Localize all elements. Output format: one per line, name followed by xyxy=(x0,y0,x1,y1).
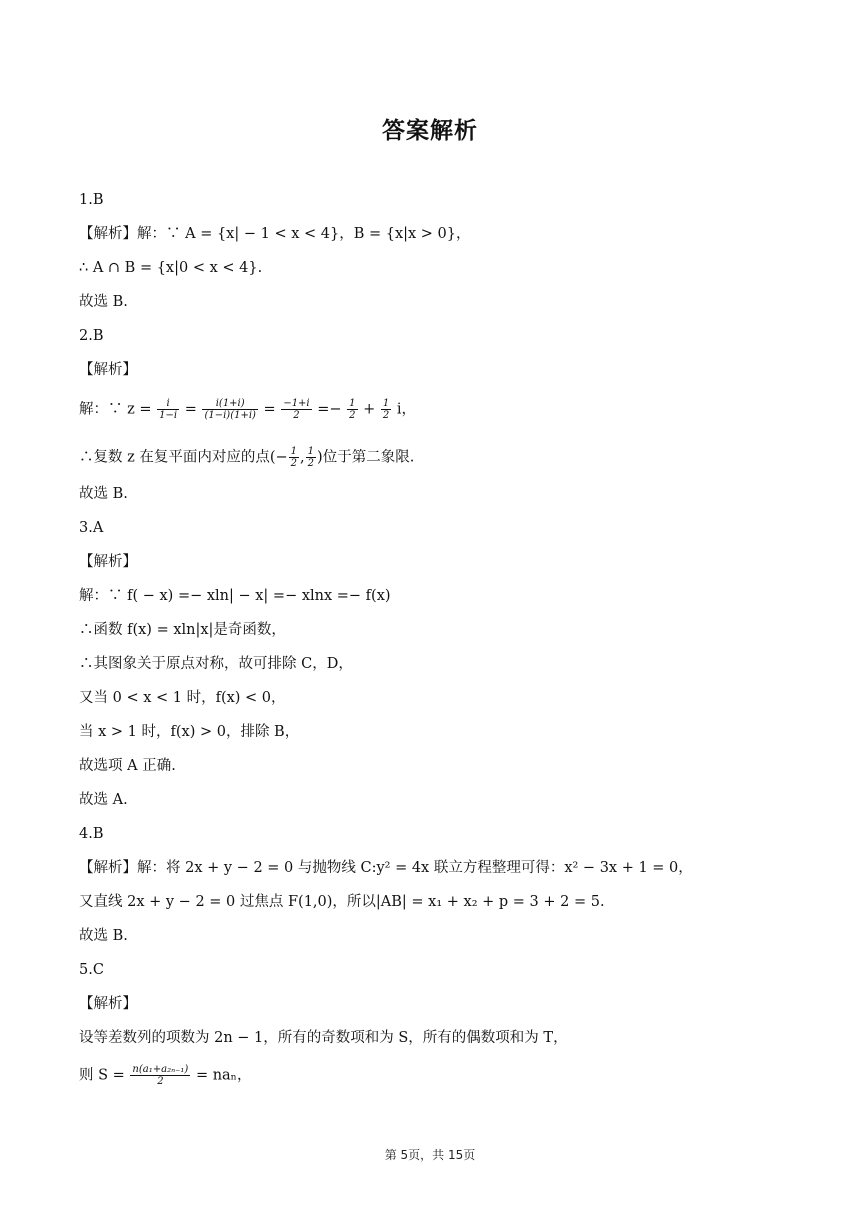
answer-2-choice: 故选 B. xyxy=(79,486,128,502)
answer-2-heading: 【解析】 xyxy=(79,362,137,378)
fraction: $\frac{i}{1-i}$ xyxy=(159,398,178,421)
page-title: 答案解析 xyxy=(382,118,478,144)
eq-suffix: i， xyxy=(396,401,417,418)
answer-3-symmetry: ∴其图象关于原点对称，故可排除 C，D， xyxy=(79,656,353,672)
answer-2-label: 2.B xyxy=(79,328,104,344)
answer-3-odd-function: 解：∵ f( − x) =− xln| − x| =− xlnx =− f(x) xyxy=(79,588,391,604)
answer-5-sum: 则 S = $\frac{\text{n(a₁+a₂ₙ₋₁)}}{2}$ = naₙ， xyxy=(79,1064,252,1087)
answer-3-case-1: 又当 0 < x < 1 时，f(x) < 0， xyxy=(79,690,286,706)
answer-1-choice: 故选 B. xyxy=(79,294,128,310)
answer-5-label: 5.C xyxy=(79,962,104,978)
answer-3-choice: 故选 A. xyxy=(79,792,128,808)
answer-2-equation: 解：∵ z = $\frac{i}{1-i}$ = $\frac{i(1+i)}{(1-i)(1+i)}$ = $\frac{-1+i}{2}$ =− $\frac{1}{2}$ + $\frac{1}{2}$ i， xyxy=(79,398,417,421)
answer-4-focus: 又直线 2x + y − 2 = 0 过焦点 F(1,0)，所以|AB| = x₁ + x₂ + p = 3 + 2 = 5. xyxy=(79,894,605,910)
answer-3-label: 3.A xyxy=(79,520,104,536)
answer-1-intersection: ∴ A ∩ B = {x|0 < x < 4}. xyxy=(79,260,263,276)
answer-1-analysis: 【解析】解：∵ A = {x| − 1 < x < 4}，B = {x|x > 0}， xyxy=(79,226,471,242)
page-footer: 第 5页，共 15页 xyxy=(384,1148,476,1162)
answer-4-choice: 故选 B. xyxy=(79,928,128,944)
answer-3-correct: 故选项 A 正确. xyxy=(79,758,176,774)
answer-5-heading: 【解析】 xyxy=(79,996,137,1012)
answer-4-analysis: 【解析】解：将 2x + y − 2 = 0 与抛物线 C:y² = 4x 联立方程整理可得：x² − 3x + 1 = 0， xyxy=(79,860,693,876)
fraction: $\frac{1}{2}$ xyxy=(349,398,356,421)
fraction: $\frac{1}{2}$ xyxy=(307,446,315,469)
answer-1-label: 1.B xyxy=(79,192,104,208)
answer-3-case-2: 当 x > 1 时，f(x) > 0，排除 B， xyxy=(79,724,300,740)
eq-prefix: 解：∵ z = xyxy=(79,401,152,418)
answer-3-conclusion: ∴函数 f(x) = xln|x|是奇函数， xyxy=(79,622,286,638)
fraction: $\frac{\text{n(a₁+a₂ₙ₋₁)}}{2}$ xyxy=(132,1064,189,1087)
fraction: $\frac{-1+i}{2}$ xyxy=(283,398,310,421)
fraction: $\frac{1}{2}$ xyxy=(290,446,298,469)
answer-2-point: ∴复数 z 在复平面内对应的点(− $\frac{1}{2}$ , $\frac{1}{2}$ )位于第二象限. xyxy=(79,446,415,469)
fraction: $\frac{1}{2}$ xyxy=(382,398,390,421)
answer-5-setup: 设等差数列的项数为 2n − 1，所有的奇数项和为 S，所有的偶数项和为 T， xyxy=(79,1030,568,1046)
answer-4-label: 4.B xyxy=(79,826,104,842)
answer-3-heading: 【解析】 xyxy=(79,554,137,570)
fraction: $\frac{i(1+i)}{(1-i)(1+i)}$ xyxy=(204,398,256,421)
